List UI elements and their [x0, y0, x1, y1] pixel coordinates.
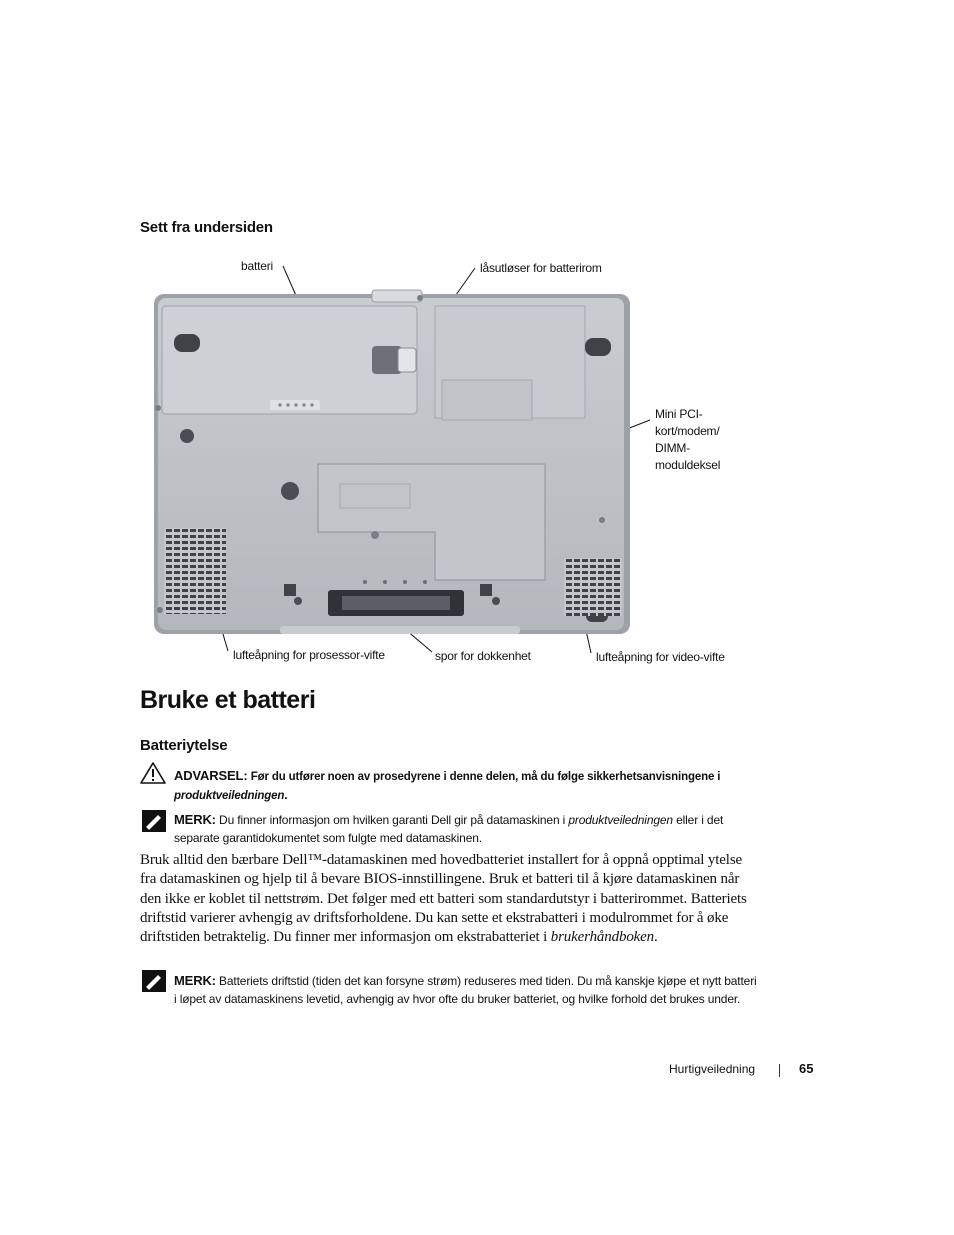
- callout-minipci-line: Mini PCI-: [655, 407, 703, 421]
- section-heading: Sett fra undersiden: [140, 219, 273, 236]
- callout-battery-latch: låsutløser for batterirom: [480, 261, 602, 275]
- page-number: 65: [799, 1061, 814, 1076]
- note-battery-life: [174, 972, 759, 1008]
- note-pencil-icon: [142, 810, 166, 832]
- note-label: MERK:: [174, 973, 216, 988]
- footer-separator: [779, 1064, 780, 1077]
- body-paragraph: [140, 851, 755, 947]
- callout-cpu-vent: lufteåpning for prosessor-vifte: [233, 648, 385, 662]
- note-label: MERK:: [174, 812, 216, 827]
- warning-text: Før du utfører noen av prosedyrene i denne delen, må du følge sikkerhetsanvisningene i: [250, 771, 721, 783]
- footer-title: Hurtigveiledning: [669, 1062, 756, 1076]
- callout-video-vent: lufteåpning for video-vifte: [596, 650, 725, 664]
- warning-triangle-icon: [140, 762, 166, 784]
- callout-minipci-line: kort/modem/: [655, 424, 720, 438]
- callout-battery: batteri: [241, 259, 273, 273]
- callout-minipci-line: moduldeksel: [655, 458, 721, 472]
- laptop-underside-illustration: [150, 288, 630, 640]
- sub-heading: Batteriytelse: [140, 737, 228, 754]
- warning-end: .: [284, 788, 288, 802]
- paragraph-end: .: [654, 929, 658, 946]
- note-text: Du finner informasjon om hvilken garanti Dell gir på datamaskinen i: [219, 813, 566, 827]
- note-pencil-icon: [142, 970, 166, 992]
- callout-minipci-line: DIMM-: [655, 441, 690, 455]
- note-text: Batteriets driftstid (tiden det kan forsyne strøm) reduseres med tiden. Du må kanskje kjøpe et nytt batteri i løpet av datamaskinens levetid, avhengig av hvor ofte du bruker batteriet, og hvilke forhold det brukes under.: [174, 974, 757, 1006]
- warning-label: ADVARSEL:: [174, 768, 248, 783]
- warning-note: [174, 767, 759, 805]
- paragraph-text: Bruk alltid den bærbare Dell™-datamaskinen med hovedbatteriet installert for å oppnå opptimal ytelse fra datamaskinen og hjelp til å bevare BIOS-innstillingene. Bruk et batteri til å kjøre datamaskinen når den ikke er koblet til nettstrøm. Det følger med ett batteri som standardutstyr i batterirommet. Batteriets driftstid varierer avhengig av driftsforholdene. Du kan sette et ekstrabatteri i modulrommet for å øke driftstiden betraktelig. Du finner mer informasjon om ekstrabatteriet i: [140, 852, 747, 946]
- note-warranty: [174, 811, 759, 847]
- paragraph-link: brukerhåndboken: [550, 929, 655, 946]
- note-text: eller i det separate garantidokumentet som fulgte med datamaskinen.: [174, 813, 724, 845]
- main-heading: Bruke et batteri: [140, 686, 316, 714]
- callout-dock-slot: spor for dokkenhet: [435, 649, 531, 663]
- warning-link: produktveiledningen: [174, 790, 285, 802]
- note-link: produktveiledningen: [568, 813, 673, 827]
